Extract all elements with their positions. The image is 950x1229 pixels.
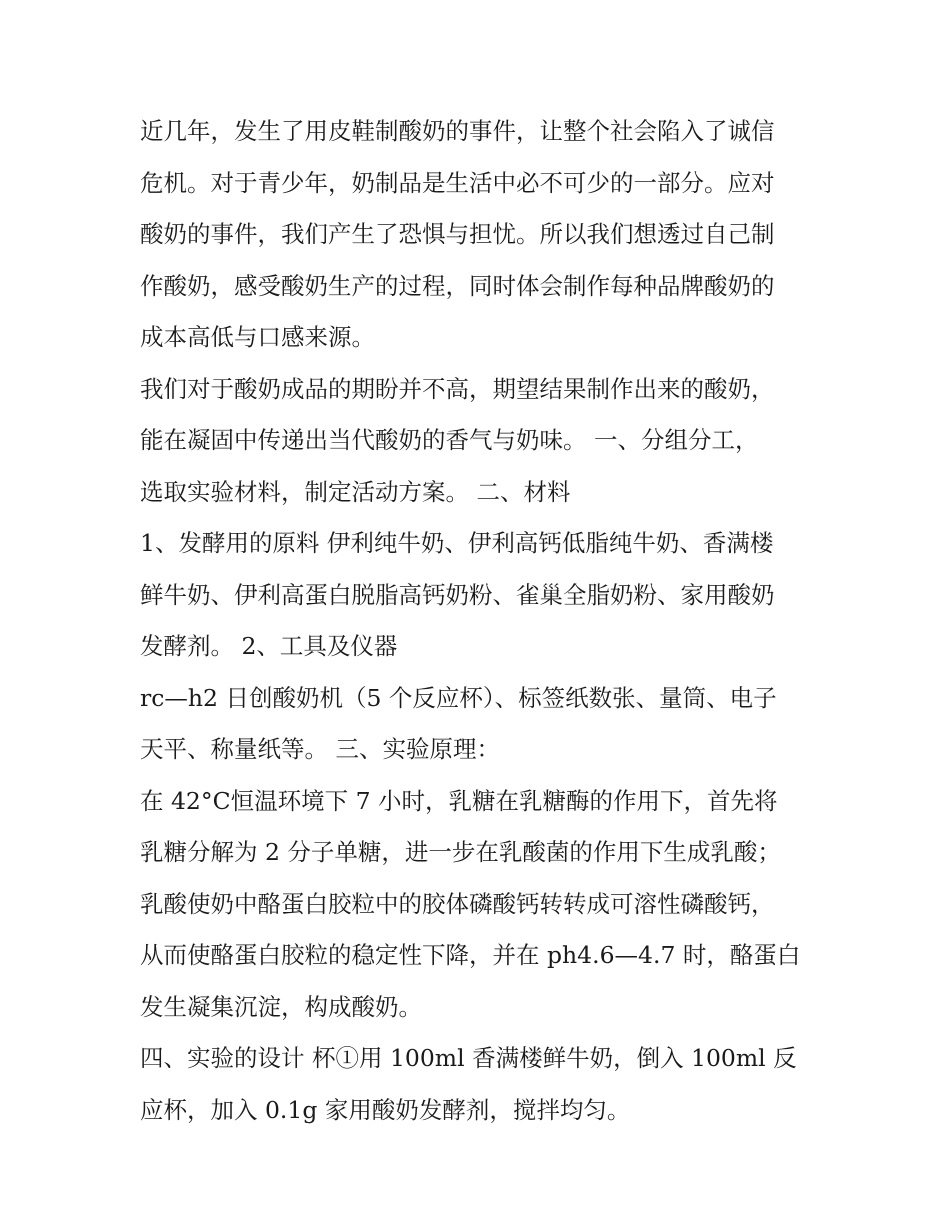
text-line: 发生凝集沉淀，构成酸奶。: [140, 992, 422, 1021]
text-line: 选取实验材料，制定活动方案。 二、材料: [140, 477, 571, 506]
paragraph-principle: [140, 776, 820, 1034]
text-line: 四、实验的设计 杯①用 100ml 香满楼鲜牛奶，倒入 100ml 反: [140, 1044, 797, 1072]
text-line: 1、发酵用的原料 伊利纯牛奶、伊利高钙低脂纯牛奶、香满楼: [140, 529, 774, 557]
text-line: 近几年，发生了用皮鞋制酸奶的事件，让整个社会陷入了诚信: [140, 117, 775, 145]
text-line: 发酵剂。 2、工具及仪器: [140, 632, 398, 660]
text-line: 能在凝固中传递出当代酸奶的香气与奶味。 一、分组分工，: [140, 426, 759, 454]
text-line: 我们对于酸奶成品的期盼并不高，期望结果制作出来的酸奶，: [140, 374, 775, 403]
text-line: 从而使酪蛋白胶粒的稳定性下降，并在 ph4.6—4.7 时，酪蛋白: [140, 941, 801, 969]
paragraph-tools: [140, 673, 820, 776]
text-line: 天平、称量纸等。 三、实验原理：: [140, 735, 500, 763]
text-line: 乳酸使奶中酪蛋白胶粒中的胶体磷酸钙转转成可溶性磷酸钙，: [140, 889, 775, 918]
text-line: 乳糖分解为 2 分子单糖，进一步在乳酸菌的作用下生成乳酸；: [140, 838, 781, 866]
paragraph-design: [140, 1033, 820, 1136]
text-line: 危机。对于青少年，奶制品是生活中必不可少的一部分。应对: [140, 168, 775, 197]
text-line: 成本高低与口感来源。: [140, 323, 375, 351]
text-line: 在 42°C恒温环境下 7 小时，乳糖在乳糖酶的作用下，首先将: [140, 786, 778, 815]
text-line: 应杯，加入 0.1g 家用酸奶发酵剂，搅拌均匀。: [140, 1095, 631, 1124]
document-body: [140, 106, 820, 1136]
paragraph-intro: [140, 106, 820, 364]
text-line: 鲜牛奶、伊利高蛋白脱脂高钙奶粉、雀巢全脂奶粉、家用酸奶: [140, 580, 775, 609]
text-line: 作酸奶，感受酸奶生产的过程，同时体会制作每种品牌酸奶的: [140, 271, 775, 300]
text-line: 酸奶的事件，我们产生了恐惧与担忧。所以我们想透过自己制: [140, 220, 775, 248]
paragraph-expectation: [140, 364, 820, 519]
text-line: rc—h2 日创酸奶机（5 个反应杯）、标签纸数张、量筒、电子: [140, 683, 777, 712]
paragraph-materials: [140, 518, 820, 673]
